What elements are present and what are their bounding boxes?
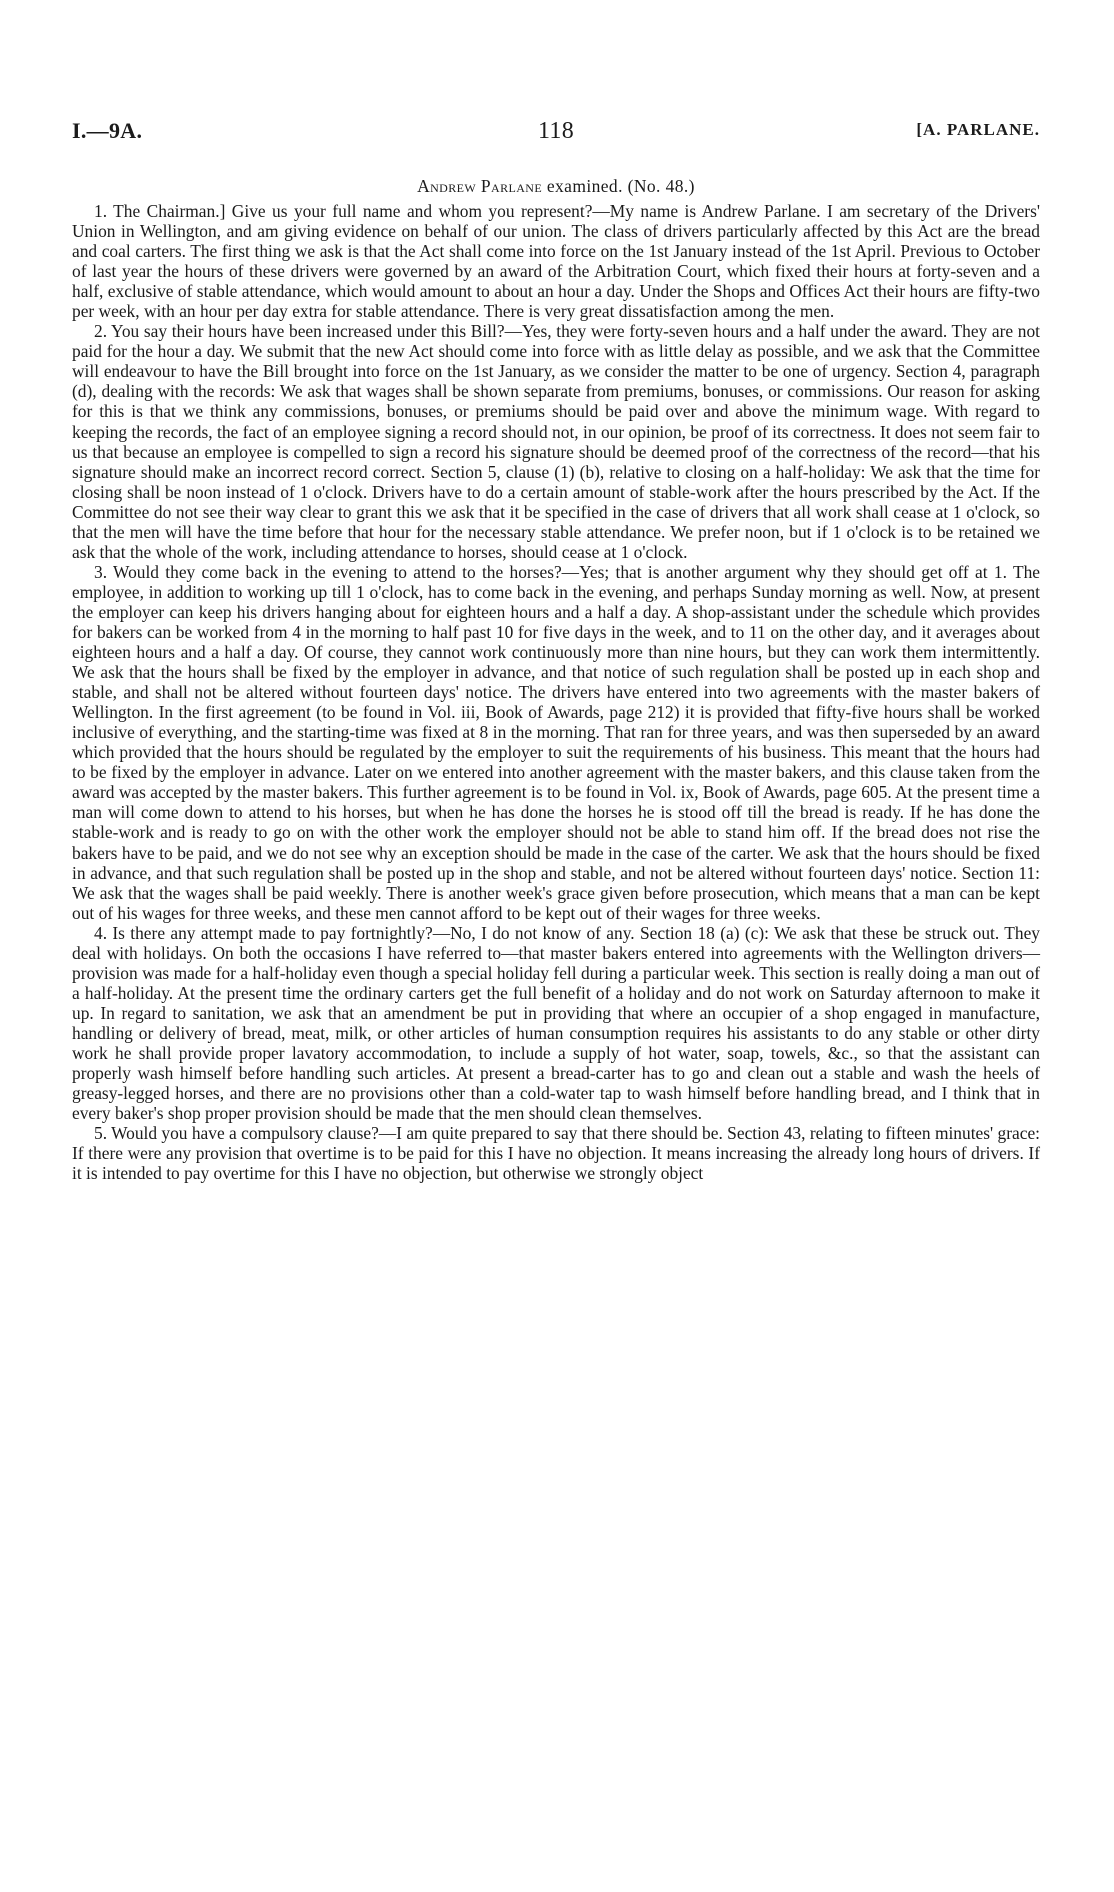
paragraph-1: 1. The Chairman.] Give us your full name and whom you represent?—My name is Andrew Parlane. I am secretary of the Drivers' Union in Wellington, and am giving evidence on behalf of our union. The class of drivers particularly affected by this Act are the bread and coal carters. The first thing we ask is that the Act shall come into force on the 1st January instead of the 1st April. Previous to October of last year the hours of these drivers were governed by an award of the Arbitration Court, which fixed their hours at forty-seven and a half, exclusive of stable attendance, which would amount to about an hour a day. Under the Shops and Offices Act their hours are fifty-two per week, with an hour per day extra for stable attendance. There is very great dissatisfaction among the men.: [72, 201, 1040, 322]
paragraph-5: 5. Would you have a compulsory clause?—I am quite prepared to say that there should be. Section 43, relating to fifteen minutes' grace: If there were any provision that overtime is to be paid for this I have no objection. It means increasing the already long hours of drivers. If it is intended to pay overtime for this I have no objection, but otherwise we strongly object: [72, 1123, 1040, 1184]
paragraph-3: 3. Would they come back in the evening to attend to the horses?—Yes; that is another argument why they should get off at 1. The employee, in addition to working up till 1 o'clock, has to come back in the evening, and perhaps Sunday morning as well. Now, at present the employer can keep his drivers hanging about for eighteen hours and a half a day. A shop-assistant under the schedule which provides for bakers can be worked from 4 in the morning to half past 10 for five days in the week, and to 11 on the other day, and it averages about eighteen hours and a half a day. Of course, they cannot work continuously more than nine hours, but they can work them intermittently. We ask that the hours shall be fixed by the employer in advance, and that notice of such regulation shall be posted up in each shop and stable, and shall not be altered without fourteen days' notice. The drivers have entered into two agreements with the master bakers of Wellington. In the first agreement (to be found in Vol. iii, Book of Awards, page 212) it is provided that fifty-five hours shall be worked inclusive of everything, and the starting-time was fixed at 8 in the morning. That ran for three years, and was then superseded by an award which provided that the hours should be regulated by the employer to suit the requirements of his business. This meant that the hours had to be fixed by the employer in advance. Later on we entered into another agreement with the master bakers, and this clause taken from the award was accepted by the master bakers. This further agreement is to be found in Vol. ix, Book of Awards, page 605. At the present time a man will come down to attend to his horses, but when he has done the horses he is stood off till the bread is ready. If he has done the stable-work and is ready to go on with the other work the employer should not be able to stand him off. If the bread does not rise the bakers have to be paid, and we do not see why an exception should be made in the case of the carter. We ask that the hours should be fixed in advance, and that such regulation shall be posted up in the shop and stable, and not be altered without fourteen days' notice. Section 11: We ask that the wages shall be paid weekly. There is another week's grace given before prosecution, which means that a man can be kept out of his wages for three weeks, and these men cannot afford to be kept out of their wages for three weeks.: [72, 561, 1040, 923]
page-number: 118: [537, 118, 574, 144]
section-title: [72, 176, 1040, 197]
document-page: [72, 0, 1040, 1892]
body-text: [72, 201, 1040, 1183]
examination-note: examined. (No. 48.): [546, 176, 695, 196]
page-header: [72, 118, 1040, 152]
paragraph-2: 2. You say their hours have been increased under this Bill?—Yes, they were forty-seven hours and a half under the award. They are not paid for the hour a day. We submit that the new Act should come into force with as little delay as possible, and we ask that the Committee will endeavour to have the Bill brought into force on the 1st January, as we consider the matter to be one of urgency. Section 4, paragraph (d), dealing with the records: We ask that wages shall be shown separate from premiums, bonuses, or commissions. Our reason for asking for this is that we think any commissions, bonuses, or premiums should be paid over and above the minimum wage. With regard to keeping the records, the fact of an employee signing a record should not, in our opinion, be proof of its correctness. It does not seem fair to us that because an employee is compelled to sign a record his signature should be deemed proof of the correctness of the record—that his signature should make an incorrect record correct. Section 5, clause (1) (b), relative to closing on a half-holiday: We ask that the time for closing shall be noon instead of 1 o'clock. Drivers have to do a certain amount of stable-work after the hours prescribed by the Act. If the Committee do not see their way clear to grant this we ask that it be specified in the case of drivers that all work shall cease at 1 o'clock, so that the men will have the time before that hour for the necessary stable attendance. We prefer noon, but if 1 o'clock is to be retained we ask that the whole of the work, including attendance to horses, should cease at 1 o'clock.: [72, 321, 1040, 562]
parliamentary-paper-ref: I.—9A.: [72, 118, 143, 143]
witness-name: Andrew Parlane: [417, 176, 543, 196]
paragraph-4: 4. Is there any attempt made to pay fortnightly?—No, I do not know of any. Section 18 (a) (c): We ask that these be struck out. They deal with holidays. On both the occasions I have referred to—that master bakers entered into agreements with the Wellington drivers—provision was made for a half-holiday even though a special holiday fell during a particular week. This section is really doing a man out of a half-holiday. At the present time the ordinary carters get the full benefit of a holiday and do not work on Saturday afternoon to make it up. In regard to sanitation, we ask that an amendment be put in providing that where an occupier of a shop engaged in manufacture, handling or delivery of bread, meat, milk, or other articles of human consumption requires his assistants to do any stable or other dirty work he shall provide proper lavatory accommodation, to include a supply of hot water, soap, towels, &c., so that the assistant can properly wash himself before handling such articles. At present a bread-carter has to go and clean out a stable and wash the heels of greasy-legged horses, and there are no provisions other than a cold-water tap to wash himself before handling bread, and I think that in every baker's shop proper provision should be made that the men should clean themselves.: [72, 922, 1040, 1124]
witness-running-head: [A. PARLANE.: [916, 120, 1040, 139]
